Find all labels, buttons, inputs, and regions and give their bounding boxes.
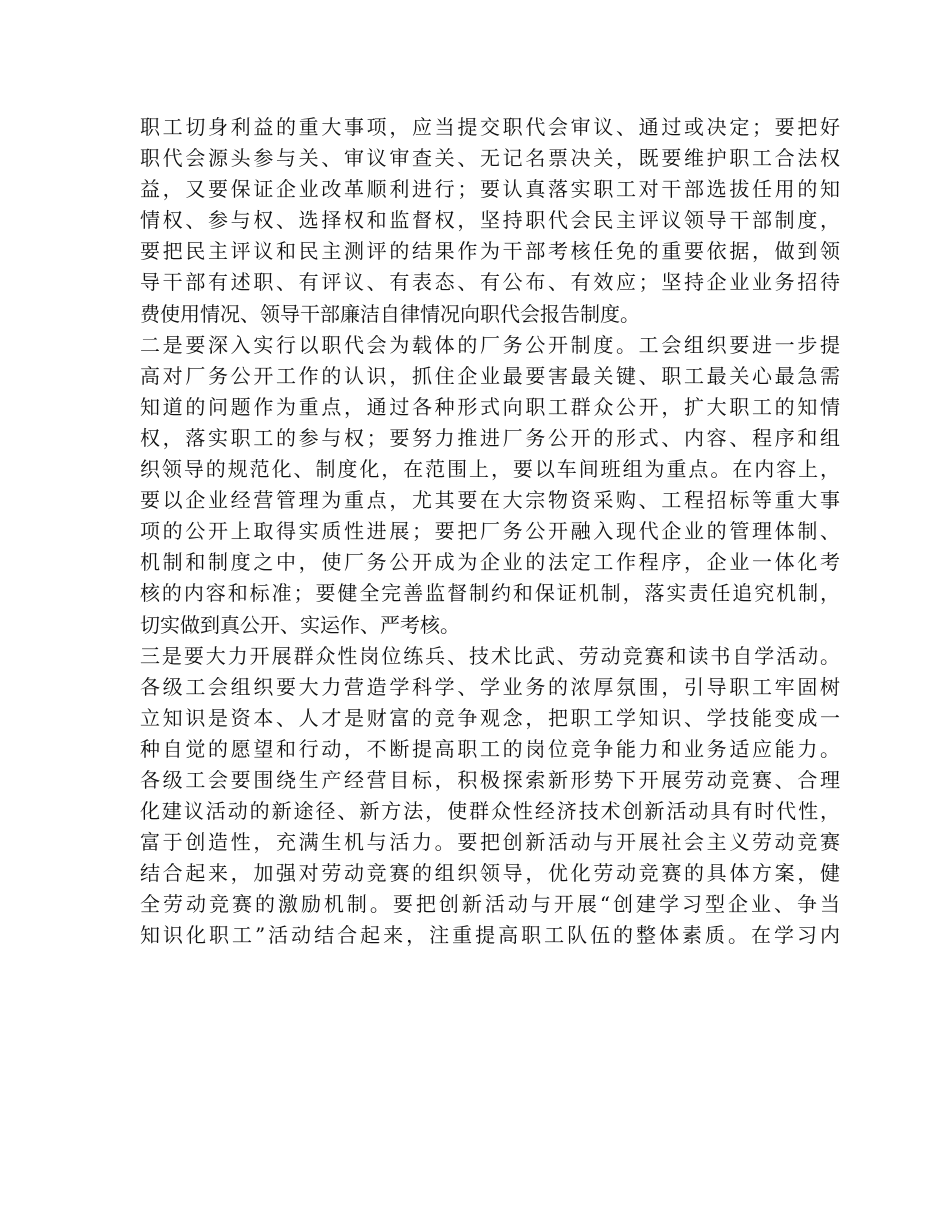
text-line: 要以企业经营管理为重点，尤其要在大宗物资采购、工程招标等重大事 bbox=[140, 488, 840, 513]
text-line: 职代会源头参与关、审议审查关、无记名票决关，既要维护职工合法权 bbox=[140, 146, 840, 171]
text-line: 结合起来，加强对劳动竞赛的组织领导，优化劳动竞赛的具体方案，健 bbox=[140, 861, 840, 886]
text-line: 职工切身利益的重大事项，应当提交职代会审议、通过或决定；要把好 bbox=[140, 115, 840, 139]
text-line: 种自觉的愿望和行动，不断提高职工的岗位竞争能力和业务适应能力。 bbox=[140, 736, 840, 761]
text-line: 知识化职工”活动结合起来，注重提高职工队伍的整体素质。在学习内 bbox=[140, 923, 840, 948]
body-text bbox=[140, 112, 840, 952]
text-line: 二是要深入实行以职代会为载体的厂务公开制度。工会组织要进一步提 bbox=[140, 332, 840, 357]
text-line: 核的内容和标准；要健全完善监督制约和保证机制，落实责任追究机制， bbox=[140, 581, 840, 606]
text-line: 权，落实职工的参与权；要努力推进厂务公开的形式、内容、程序和组 bbox=[140, 425, 840, 450]
text-line: 导干部有述职、有评议、有表态、有公布、有效应；坚持企业业务招待 bbox=[140, 270, 840, 295]
text-line: 高对厂务公开工作的认识，抓住企业最要害最关键、职工最关心最急需 bbox=[140, 363, 840, 388]
text-line: 富于创造性，充满生机与活力。要把创新活动与开展社会主义劳动竞赛 bbox=[140, 830, 840, 855]
text-line: 化建议活动的新途径、新方法，使群众性经济技术创新活动具有时代性， bbox=[140, 799, 840, 824]
paragraph-end-line: 费使用情况、领导干部廉洁自律情况向职代会报告制度。 bbox=[140, 301, 640, 326]
text-line: 三是要大力开展群众性岗位练兵、技术比武、劳动竞赛和读书自学活动。 bbox=[140, 643, 840, 668]
text-line: 项的公开上取得实质性进展；要把厂务公开融入现代企业的管理体制、 bbox=[140, 519, 840, 544]
text-line: 立知识是资本、人才是财富的竞争观念，把职工学知识、学技能变成一 bbox=[140, 705, 840, 730]
text-line: 全劳动竞赛的激励机制。要把创新活动与开展“创建学习型企业、争当 bbox=[140, 892, 840, 917]
text-line: 各级工会要围绕生产经营目标，积极探索新形势下开展劳动竞赛、合理 bbox=[140, 767, 840, 792]
text-line: 机制和制度之中，使厂务公开成为企业的法定工作程序，企业一体化考 bbox=[140, 550, 840, 575]
text-line: 知道的问题作为重点，通过各种形式向职工群众公开，扩大职工的知情 bbox=[140, 394, 840, 419]
text-line: 各级工会组织要大力营造学科学、学业务的浓厚氛围，引导职工牢固树 bbox=[140, 674, 840, 699]
text-line: 情权、参与权、选择权和监督权，坚持职代会民主评议领导干部制度， bbox=[140, 208, 840, 233]
text-line: 织领导的规范化、制度化，在范围上，要以车间班组为重点。在内容上， bbox=[140, 457, 840, 482]
text-line: 要把民主评议和民主测评的结果作为干部考核任免的重要依据，做到领 bbox=[140, 239, 840, 264]
paragraph-end-line: 切实做到真公开、实运作、严考核。 bbox=[140, 612, 460, 637]
text-line: 益，又要保证企业改革顺利进行；要认真落实职工对干部选拔任用的知 bbox=[140, 177, 840, 202]
